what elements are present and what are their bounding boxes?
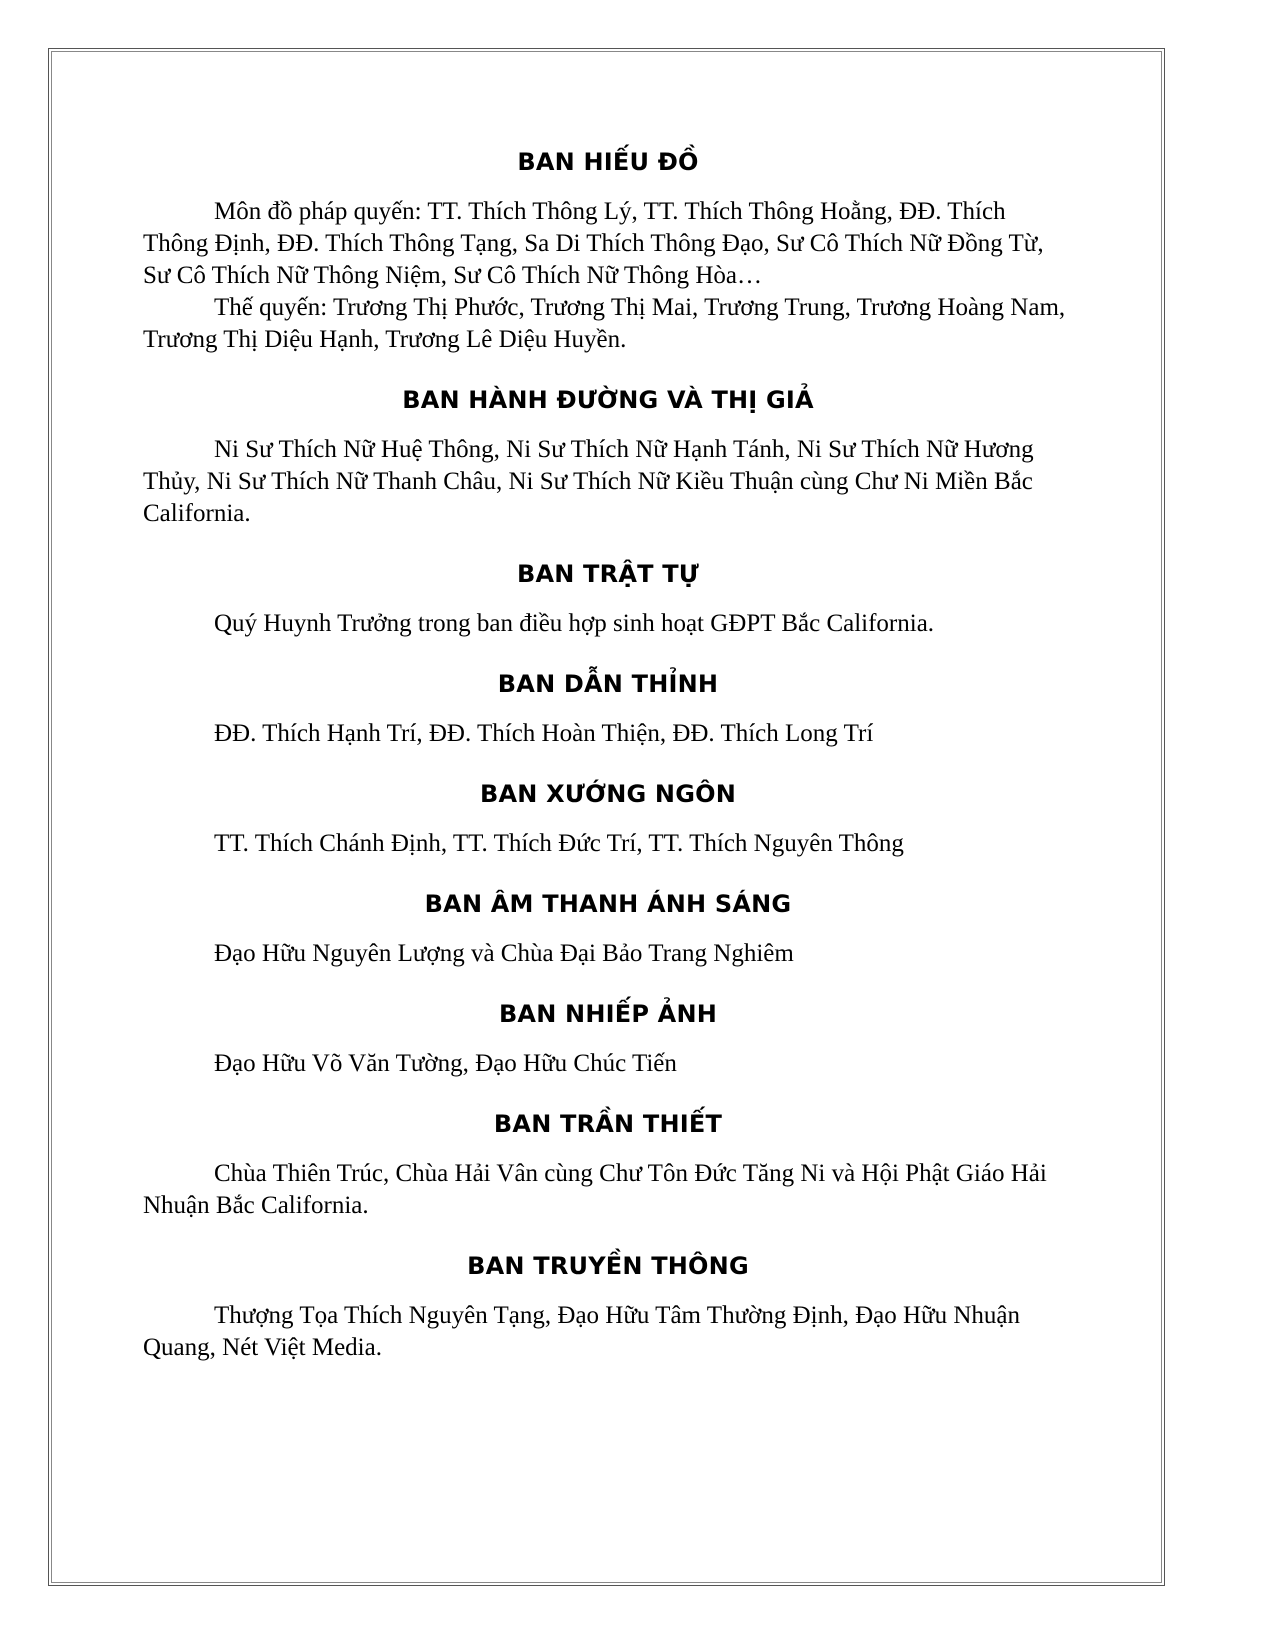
section-heading: BAN TRẬT TỰ [516, 560, 700, 588]
paragraph: Môn đồ pháp quyến: TT. Thích Thông Lý, TT. Thích Thông Hoằng, ĐĐ. Thích Thông Định, ĐĐ. Thích Thông Tạng, Sa Di Thích Thông Đạo, Sư Cô Thích Nữ Đồng Từ, Sư Cô Thích Nữ Thông Niệm, Sư Cô Thích Nữ Thông Hòa… [143, 198, 1044, 289]
section-tran-thiet [143, 1104, 1073, 1246]
section-truyen-thong [143, 1246, 1073, 1364]
paragraph: Chùa Thiên Trúc, Chùa Hải Vân cùng Chư Tôn Đức Tăng Ni và Hội Phật Giáo Hải Nhuận Bắc California. [143, 1160, 1047, 1219]
section-body [143, 1300, 1073, 1364]
paragraph: Ni Sư Thích Nữ Huệ Thông, Ni Sư Thích Nữ Hạnh Tánh, Ni Sư Thích Nữ Hương Thủy, Ni Sư Thích Nữ Thanh Châu, Ni Sư Thích Nữ Kiều Thuận cùng Chư Ni Miền Bắc California. [143, 436, 1034, 527]
section-heading: BAN ÂM THANH ÁNH SÁNG [424, 890, 792, 918]
section-body [143, 1158, 1073, 1222]
section-body [143, 938, 1073, 970]
section-body [143, 1048, 1073, 1080]
section-heading: BAN TRẦN THIẾT [493, 1110, 723, 1138]
section-am-thanh [143, 884, 1073, 994]
section-heading: BAN XƯỚNG NGÔN [479, 780, 737, 808]
section-hanh-duong [143, 380, 1073, 554]
section-heading: BAN DẪN THỈNH [497, 670, 719, 698]
section-nhiep-anh [143, 994, 1073, 1104]
section-body [143, 434, 1073, 530]
paragraph: Đạo Hữu Nguyên Lượng và Chùa Đại Bảo Trang Nghiêm [214, 940, 794, 967]
section-dan-thinh [143, 664, 1073, 774]
paragraph: Đạo Hữu Võ Văn Tường, Đạo Hữu Chúc Tiến [214, 1050, 677, 1077]
paragraph: Quý Huynh Trưởng trong ban điều hợp sinh hoạt GĐPT Bắc California. [214, 610, 935, 637]
paragraph: TT. Thích Chánh Định, TT. Thích Đức Trí, TT. Thích Nguyên Thông [214, 830, 904, 857]
section-trat-tu [143, 554, 1073, 664]
section-hieu-do [143, 142, 1073, 380]
paragraph: Thế quyến: Trương Thị Phước, Trương Thị Mai, Trương Trung, Trương Hoàng Nam, Trương Thị Diệu Hạnh, Trương Lê Diệu Huyền. [143, 294, 1066, 353]
section-xuong-ngon [143, 774, 1073, 884]
section-body [143, 718, 1073, 750]
section-body [143, 828, 1073, 860]
section-heading: BAN HÀNH ĐƯỜNG VÀ THỊ GIẢ [402, 386, 814, 414]
section-body [143, 196, 1073, 356]
section-body [143, 608, 1073, 640]
section-heading: BAN HIẾU ĐỒ [517, 148, 699, 176]
paragraph: ĐĐ. Thích Hạnh Trí, ĐĐ. Thích Hoàn Thiện, ĐĐ. Thích Long Trí [214, 720, 874, 747]
section-heading: BAN TRUYỀN THÔNG [467, 1252, 749, 1280]
paragraph: Thượng Tọa Thích Nguyên Tạng, Đạo Hữu Tâm Thường Định, Đạo Hữu Nhuận Quang, Nét Việt Media. [143, 1302, 1020, 1361]
document-body [143, 142, 1073, 1364]
section-heading: BAN NHIẾP ẢNH [498, 1000, 718, 1028]
